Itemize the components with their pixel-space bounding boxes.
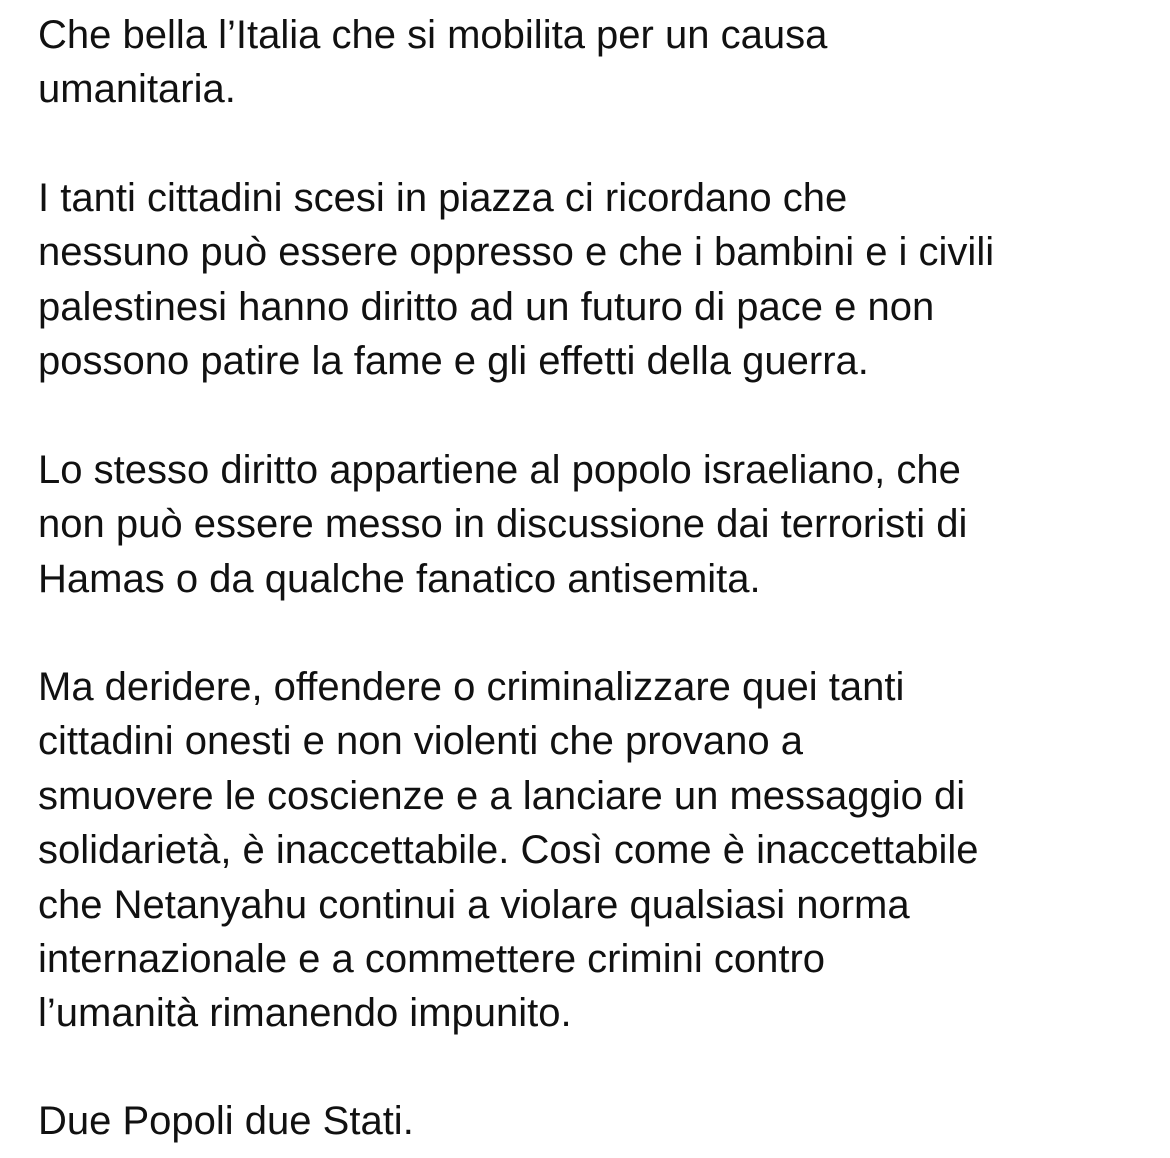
- text-line: l’umanità rimanendo impunito.: [38, 991, 572, 1036]
- paragraph-2: [38, 171, 994, 389]
- text-line: umanitaria.: [38, 67, 236, 112]
- text-line: Che bella l’Italia che si mobilita per un causa: [38, 13, 828, 57]
- text-line: Lo stesso diritto appartiene al popolo israeliano, che: [38, 448, 961, 492]
- text-line: smuovere le coscienze e a lanciare un messaggio di: [38, 773, 966, 818]
- paragraph-5: [38, 1094, 414, 1148]
- text-line: Hamas o da qualche fanatico antisemita.: [38, 556, 761, 601]
- text-line: palestinesi hanno diritto ad un futuro di pace e non: [38, 284, 935, 329]
- text-line: I tanti cittadini scesi in piazza ci ricordano che: [38, 176, 848, 220]
- text-line: solidarietà, è inaccettabile. Così come è inaccettabile: [38, 828, 979, 873]
- text-line: internazionale e a commettere crimini contro: [38, 936, 826, 981]
- text-line: che Netanyahu continui a violare qualsiasi norma: [38, 882, 910, 927]
- text-line: Ma deridere, offendere o criminalizzare quei tanti: [38, 665, 905, 709]
- text-line: cittadini onesti e non violenti che provano a: [38, 719, 803, 764]
- text-line: possono patire la fame e gli effetti della guerra.: [38, 339, 869, 384]
- paragraph-1: [38, 8, 827, 117]
- paragraph-3: [38, 443, 967, 606]
- paragraph-4: [38, 660, 979, 1041]
- text-line: non può essere messo in discussione dai terroristi di: [38, 502, 968, 547]
- text-line: nessuno può essere oppresso e che i bambini e i civili: [38, 230, 995, 275]
- text-line: Due Popoli due Stati.: [38, 1099, 414, 1143]
